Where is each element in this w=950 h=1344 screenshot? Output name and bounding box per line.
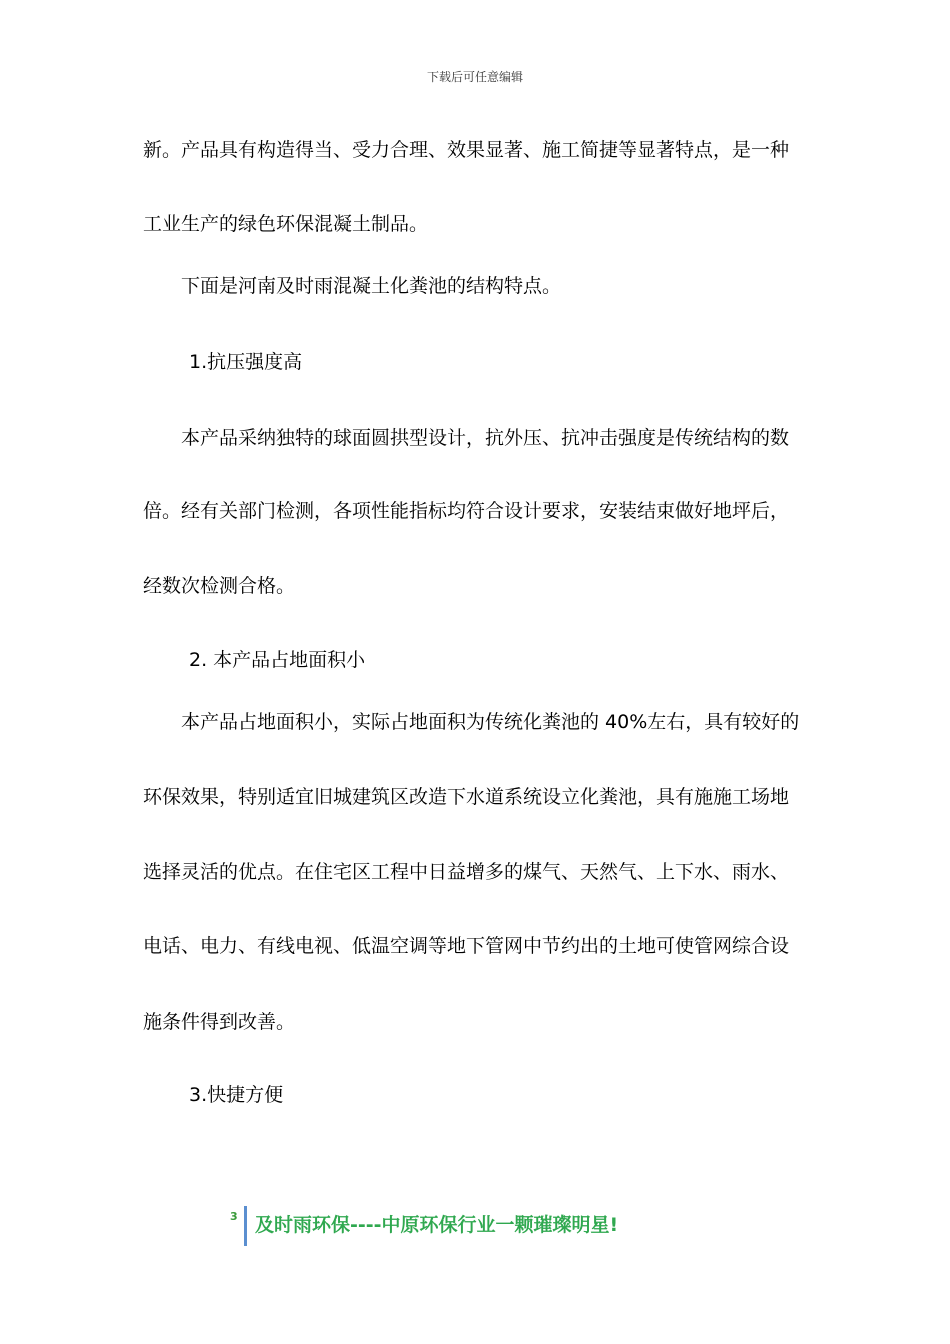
- paragraph-line: 选择灵活的优点。在住宅区工程中日益增多的煤气、天然气、上下水、雨水、: [143, 861, 790, 883]
- paragraph-line: 倍。经有关部门检测，各项性能指标均符合设计要求，安装结束做好地坪后，: [143, 500, 790, 522]
- footer-slogan: 及时雨环保----中原环保行业一颗璀璨明星!: [255, 1214, 619, 1236]
- paragraph-line: 电话、电力、有线电视、低温空调等地下管网中节约出的土地可使管网综合设: [143, 935, 790, 957]
- paragraph-line: 本产品占地面积小，实际占地面积为传统化粪池的 40%左右，具有较好的: [181, 711, 800, 733]
- paragraph-line: 工业生产的绿色环保混凝土制品。: [143, 213, 429, 235]
- paragraph-line: 经数次检测合格。: [143, 575, 296, 597]
- header-note: 下载后可任意编辑: [426, 70, 523, 84]
- paragraph-line: 下面是河南及时雨混凝土化粪池的结构特点。: [181, 275, 562, 297]
- footer-divider: [244, 1206, 247, 1246]
- page-number: 3: [230, 1210, 238, 1223]
- paragraph-line: 本产品采纳独特的球面圆拱型设计，抗外压、抗冲击强度是传统结构的数: [181, 427, 790, 449]
- paragraph-line: 环保效果，特别适宜旧城建筑区改造下水道系统设立化粪池，具有施施工场地: [143, 786, 790, 808]
- paragraph-line: 施条件得到改善。: [143, 1011, 296, 1033]
- paragraph-line: 新。产品具有构造得当、受力合理、效果显著、施工简捷等显著特点，是一种: [143, 139, 790, 161]
- section-heading-3: 3.快捷方便: [189, 1084, 284, 1106]
- section-heading-2: 2. 本产品占地面积小: [189, 649, 366, 671]
- section-heading-1: 1.抗压强度高: [189, 351, 303, 373]
